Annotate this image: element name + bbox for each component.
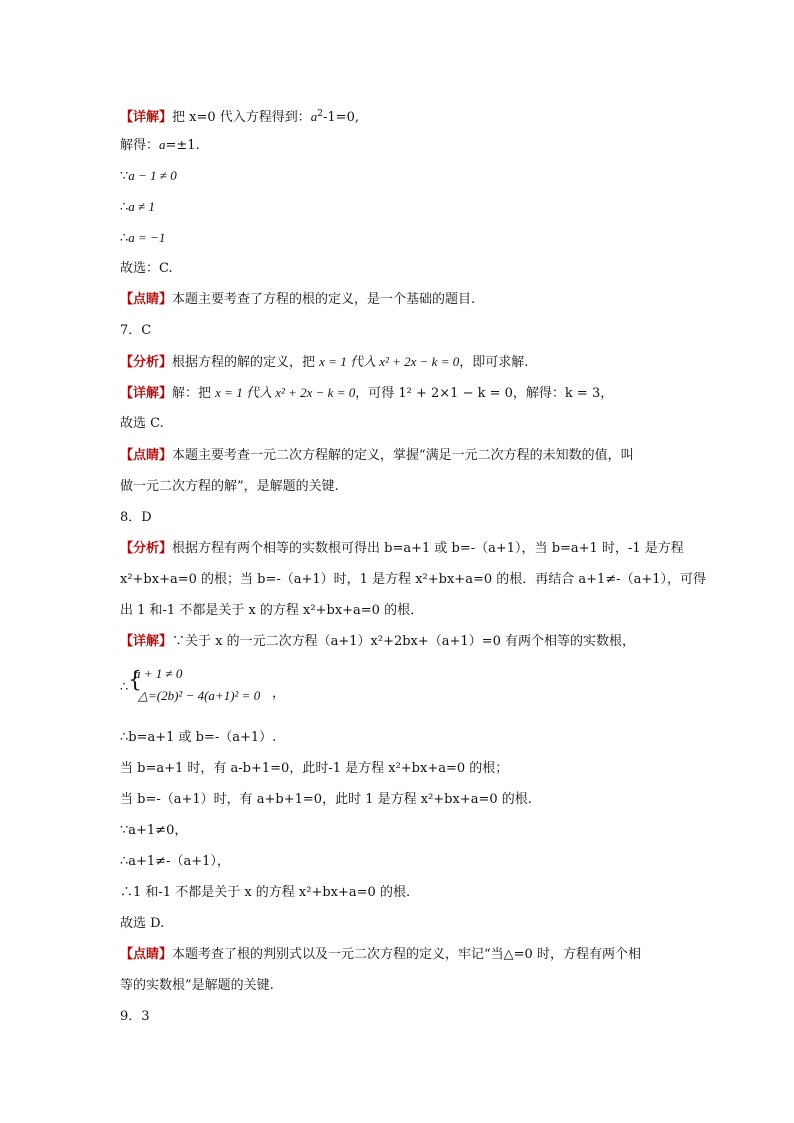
case-text: 当 b=-（a+1）时，有 a+b+1=0，此时 1 是方程 x²+bx+a=0 的根. xyxy=(120,792,532,807)
comment-continuation xyxy=(120,978,274,994)
variable-a: a xyxy=(159,137,166,152)
case-line-2 xyxy=(120,792,532,808)
system-row-1: a + 1 ≠ 0 xyxy=(134,666,183,681)
answer-text: 故选：C. xyxy=(120,261,173,276)
equation: x = 1 代入 x² + 2x − k = 0 xyxy=(215,385,356,400)
answer-text: 故选 C. xyxy=(120,416,164,431)
detail-tag: 【详解】 xyxy=(120,634,173,649)
because-line xyxy=(120,168,177,185)
therefore-symbol: ∴ xyxy=(120,231,129,246)
question-heading: 9．3 xyxy=(120,1009,150,1024)
because-symbol: ∵ xyxy=(120,169,129,184)
analysis-line xyxy=(120,541,684,557)
analysis-tag: 【分析】 xyxy=(120,541,173,556)
solution-prefix: 解得： xyxy=(120,138,160,153)
because-line xyxy=(120,823,187,839)
comment-text: 做一元二次方程的解”，是解题的关键. xyxy=(120,479,339,494)
case-text: 当 b=a+1 时，有 a-b+1=0，此时-1 是方程 x²+bx+a=0 的根； xyxy=(120,761,509,776)
analysis-text: 出 1 和-1 不都是关于 x 的方程 x²+bx+a=0 的根． xyxy=(120,603,424,618)
condition: a ≠ 1 xyxy=(128,199,155,214)
therefore-text: ∴1 和-1 不都是关于 x 的方程 x²+bx+a=0 的根. xyxy=(120,885,411,900)
comment-text: 等的实数根”是解题的关键. xyxy=(120,978,274,993)
analysis-text: 根据方程有两个相等的实数根可得出 b=a+1 或 b=-（a+1），当 b=a+1 时，-1 是方程 xyxy=(172,541,684,556)
equation-system xyxy=(120,666,320,708)
comment-text: 本题考查了根的判别式以及一元二次方程的定义，牢记“当△=0 时，方程有两个相 xyxy=(172,947,641,962)
analysis-continuation xyxy=(120,572,706,588)
case-line-1 xyxy=(120,761,508,777)
analysis-text: x²+bx+a=0 的根；当 b=-（a+1）时，1 是方程 x²+bx+a=0 的根．再结合 a+1≠-（a+1），可得 xyxy=(120,572,706,587)
analysis-tag: 【分析】 xyxy=(120,355,173,370)
solution-line xyxy=(120,137,200,154)
analysis-continuation xyxy=(120,603,423,619)
detail-tag: 【详解】 xyxy=(120,386,173,401)
conclusion-text: ∴b=a+1 或 b=-（a+1）. xyxy=(120,730,277,745)
detail-pre: 解：把 xyxy=(172,386,216,401)
therefore-text: ∴a+1≠-（a+1）， xyxy=(120,854,230,869)
therefore-line-1 xyxy=(120,199,155,216)
comment-continuation xyxy=(120,479,339,495)
comment-line xyxy=(120,292,475,308)
analysis-line xyxy=(120,354,528,371)
variable-a: a xyxy=(310,109,318,124)
conclusion-line xyxy=(120,730,276,746)
system-row-2: △=(2b)² − 4(a+1)² = 0 xyxy=(138,688,261,703)
therefore-line-2 xyxy=(120,230,165,247)
comment-text: 本题主要考查了方程的根的定义，是一个基础的题目. xyxy=(172,292,476,307)
detail-text-pre: 把 x=0 代入方程得到： xyxy=(172,110,311,125)
detail-label-line xyxy=(120,106,359,126)
comment-tag: 【点睛】 xyxy=(120,448,173,463)
condition: a − 1 ≠ 0 xyxy=(128,168,177,183)
therefore-line xyxy=(120,854,230,870)
comment-line xyxy=(120,947,641,963)
left-brace: { xyxy=(128,668,142,693)
detail-post: ，可得 1² + 2×1 − k = 0，解得：k = 3， xyxy=(355,386,614,401)
exponent: 2 xyxy=(317,109,324,119)
question-number-8 xyxy=(120,510,152,526)
question-number-9 xyxy=(120,1009,150,1025)
analysis-post: ，即可求解. xyxy=(459,355,529,370)
therefore-symbol: ∴ xyxy=(120,680,129,695)
condition: a = −1 xyxy=(128,230,166,245)
comment-text: 本题主要考查一元二次方程解的定义，掌握“满足一元二次方程的未知数的值，叫 xyxy=(172,448,634,463)
answer-line xyxy=(120,261,173,277)
comment-line xyxy=(120,448,634,464)
comment-tag: 【点睛】 xyxy=(120,292,173,307)
system-suffix: ， xyxy=(272,686,286,701)
therefore-line xyxy=(120,885,410,901)
question-number-7 xyxy=(120,323,151,339)
comment-tag: 【点睛】 xyxy=(120,947,173,962)
answer-line xyxy=(120,916,164,932)
analysis-pre: 根据方程的解的定义，把 xyxy=(172,355,320,370)
detail-text-post: -1=0, xyxy=(323,110,359,125)
therefore-symbol: ∴ xyxy=(120,200,129,215)
answer-line xyxy=(120,416,164,432)
detail-line xyxy=(120,634,635,650)
detail-text: ∵关于 x 的一元二次方程（a+1）x²+2bx+（a+1）=0 有两个相等的实数根， xyxy=(172,634,635,649)
answer-text: 故选 D. xyxy=(120,916,165,931)
because-text: ∵a+1≠0， xyxy=(120,823,188,838)
equation: x = 1 代入 x² + 2x − k = 0 xyxy=(319,354,460,369)
solution-post: =±1. xyxy=(165,138,200,153)
question-heading: 8．D xyxy=(120,510,152,525)
question-heading: 7．C xyxy=(120,323,152,338)
detail-tag: 【详解】 xyxy=(120,110,173,125)
detail-line xyxy=(120,385,613,402)
